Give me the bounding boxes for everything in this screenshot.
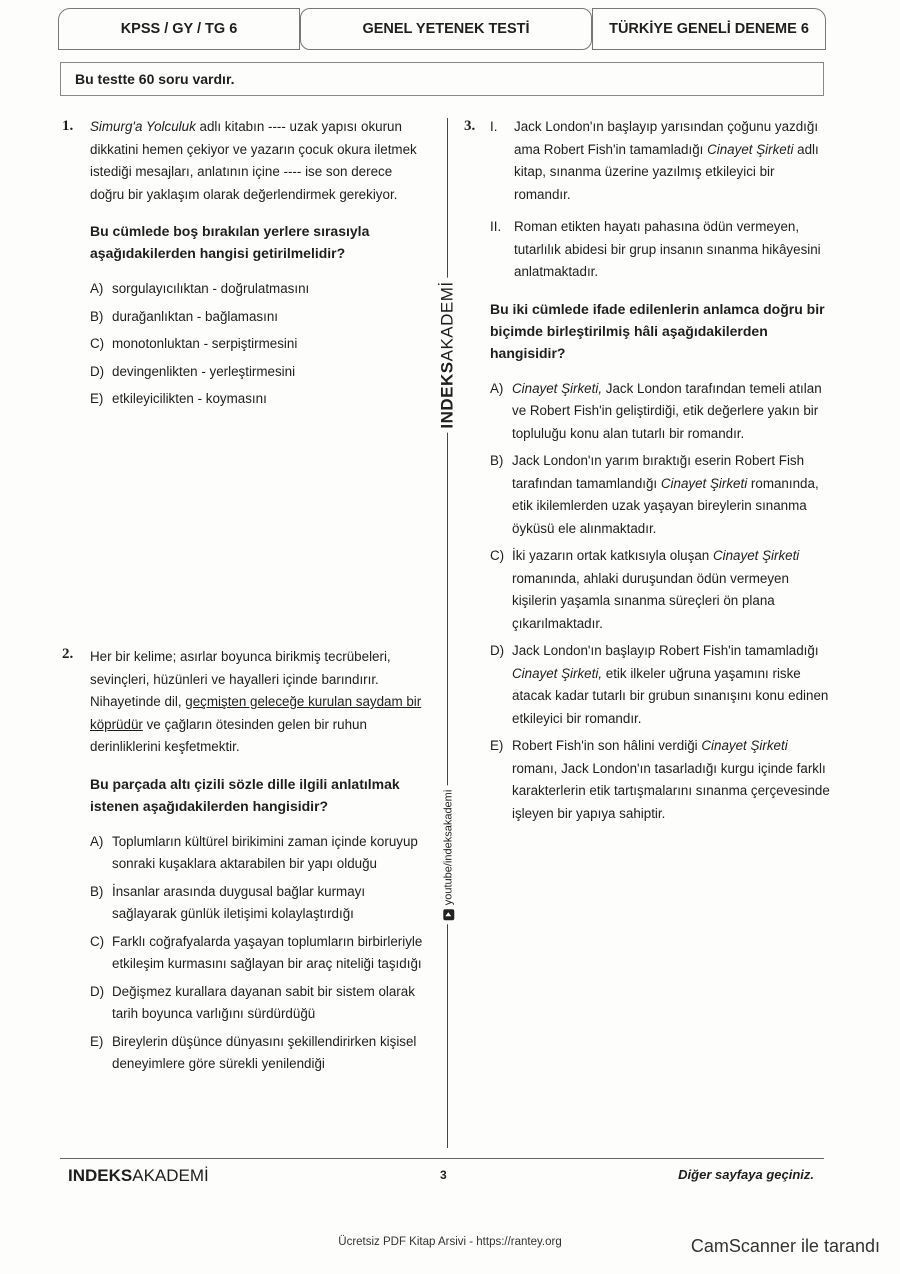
option-text: İnsanlar arasında duygusal bağlar kurmayı sağlayarak günlük iletişimi kolaylaştırdığı — [112, 883, 366, 921]
option-d[interactable] — [490, 640, 832, 730]
book-title: Cinayet Şirketi, — [512, 380, 603, 396]
test-name: GENEL YETENEK TESTİ — [300, 8, 592, 50]
option-letter: B) — [490, 453, 504, 468]
scanner-watermark: CamScanner ile tarandı — [690, 1236, 880, 1256]
option-letter: C) — [90, 933, 105, 949]
option-text: sorgulayıcılıktan - doğrulatmasını — [112, 281, 310, 296]
question-1-options — [90, 278, 430, 411]
statement-text: Roman etikten hayatı pahasına ödün vermeyen, tutarlılık abidesi bir grup insanın sınanma hikâyesini anlatmaktadır. — [514, 219, 821, 279]
page-number: 3 — [440, 1168, 447, 1182]
question-3-prompt: Bu iki cümlede ifade edilenlerin anlamca doğru bir biçimde birleştirilmiş hâli aşağıdakilerden hangisidir? — [490, 300, 825, 361]
option-text: romanı, Jack London'ın tasarladığı kurgu içinde farklı karakterlerin etik tartışmalarını sınanma çerçevesinde işleyen bir yapıya sahiptir. — [512, 760, 830, 821]
option-text: Jack London'ın başlayıp Robert Fish'in tamamladığı — [512, 643, 819, 658]
option-text: Jack London tarafından temeli atılan ve Robert Fish'in geliştirdiği, etik değerlere yakın bir topluluğu konu alan tutarlı bir romandır. — [512, 380, 822, 441]
option-d[interactable] — [90, 981, 430, 1026]
book-title: Cinayet Şirketi — [707, 141, 794, 157]
question-1-stem — [90, 116, 430, 206]
option-letter: B) — [90, 308, 104, 324]
option-letter: A) — [90, 281, 104, 296]
option-letter: E) — [90, 391, 104, 406]
option-c[interactable] — [490, 545, 832, 635]
option-d[interactable] — [90, 361, 430, 384]
option-c[interactable] — [90, 333, 430, 356]
option-letter: D) — [90, 983, 105, 999]
option-text: Toplumların kültürel birikimini zaman içinde koruyup sonraki kuşaklara aktarabilen bir yapı olduğu — [112, 833, 418, 871]
book-title: Cinayet Şirketi — [701, 738, 788, 753]
question-3-options — [490, 378, 832, 826]
option-b[interactable] — [90, 881, 430, 926]
question-2-number: 2. — [62, 646, 74, 662]
book-title: Cinayet Şirketi — [712, 548, 800, 563]
book-title: Simurg'a Yolculuk — [90, 119, 196, 134]
question-3 — [490, 116, 832, 830]
brand-bold: INDEKS — [68, 1166, 133, 1185]
option-text: Bireylerin düşünce dünyasını şekillendirirken kişisel deneyimlere göre sürekli yenilendiği — [112, 1033, 417, 1071]
statement-text: Jack London'ın başlayıp yarısından çoğunu yazdığı ama Robert Fish'in tamamladığı — [514, 119, 819, 157]
option-text: İki yazarın ortak katkısıyla oluşan — [512, 548, 713, 563]
option-letter: E) — [490, 738, 504, 753]
column-divider — [447, 118, 448, 1148]
question-1-number: 1. — [62, 118, 74, 134]
stem-text: Her bir kelime; asırlar boyunca birikmiş tecrübeleri, sevinçleri, hüzünleri ve hayalleri içinde barındırır. Nihayetinde dil, — [90, 649, 391, 709]
option-letter: A) — [90, 833, 104, 849]
option-b[interactable] — [490, 450, 832, 540]
option-e[interactable] — [90, 1031, 430, 1076]
option-text: etik ilkeler uğruna yaşamını riske atacak kadar tutarlı bir grubun sınanışını konu edinen etkileyici bir romandır. — [512, 665, 829, 726]
brand-light: AKADEMİ — [438, 281, 458, 362]
question-count-note: Bu testte 60 soru vardır. — [60, 62, 824, 96]
option-e[interactable] — [490, 735, 832, 825]
question-2 — [90, 646, 430, 1081]
option-letter: E) — [90, 1033, 104, 1049]
option-text: etkileyicilikten - koymasını — [112, 391, 267, 406]
statement-label: II. — [490, 219, 502, 234]
exam-series: TÜRKİYE GENELİ DENEME 6 — [592, 8, 826, 50]
option-a[interactable] — [90, 278, 430, 301]
option-text: monotonluktan - serpiştirmesini — [112, 336, 298, 351]
exam-code: KPSS / GY / TG 6 — [58, 8, 300, 50]
question-1 — [90, 116, 430, 416]
option-b[interactable] — [90, 306, 430, 329]
option-text: romanında, ahlaki duruşundan ödün vermeyen kişilerin yaşamla sınanma süreçleri ön plana çıkarılmaktadır. — [512, 570, 789, 631]
option-letter: D) — [490, 643, 505, 658]
option-text: durağanlıktan - bağlamasını — [112, 308, 278, 324]
statement-2 — [490, 216, 832, 284]
option-a[interactable] — [490, 378, 832, 446]
question-2-prompt: Bu parçada altı çizili sözle dille ilgili anlatılmak istenen aşağıdakilerden hangisidir? — [90, 775, 400, 814]
next-page-note: Diğer sayfaya geçiniz. — [678, 1167, 814, 1182]
option-text: Robert Fish'in son hâlini verdiği — [512, 738, 702, 753]
statement-label: I. — [490, 119, 498, 134]
statement-1 — [490, 116, 832, 206]
option-text: devingenlikten - yerleştirmesini — [112, 363, 296, 379]
vertical-youtube-label — [420, 770, 476, 940]
option-letter: D) — [90, 363, 105, 379]
footer-brand-logo — [68, 1166, 209, 1186]
exam-header — [58, 8, 826, 50]
brand-light: AKADEMİ — [132, 1166, 209, 1185]
brand-bold: INDEKS — [438, 361, 458, 429]
youtube-icon — [443, 909, 454, 920]
option-letter: C) — [90, 336, 105, 351]
option-letter: A) — [490, 380, 504, 396]
option-text: Değişmez kurallara dayanan sabit bir sistem olarak tarih boyunca varlığını sürdürdüğü — [112, 983, 415, 1021]
option-text: romanında, etik ikilemlerden uzak yaşayan bireylerin sınanma öyküsü ele alınmaktadır. — [512, 475, 819, 536]
book-title: Cinayet Şirketi, — [512, 665, 603, 681]
option-text: Jack London'ın yarım bıraktığı eserin Robert Fish tarafından tamamlandığı — [512, 453, 805, 491]
stem-text: ve çağların ötesinden gelen bir ruhun derinliklerini keşfetmektir. — [90, 716, 367, 754]
option-a[interactable] — [90, 831, 430, 876]
footer-rule — [60, 1158, 824, 1159]
question-1-prompt: Bu cümlede boş bırakılan yerlere sırasıyla aşağıdakilerden hangisi getirilmelidir? — [90, 223, 370, 261]
underlined-phrase: geçmişten geleceğe kurulan saydam bir köprüdür — [90, 694, 422, 732]
youtube-handle: youtube/indeksakademi — [442, 789, 455, 906]
option-text: Farklı coğrafyalarda yaşayan toplumların birbirleriyle etkileşim kurmasını sağlayan bir araç niteliği taşıdığı — [112, 933, 423, 971]
option-e[interactable] — [90, 388, 430, 411]
option-letter: C) — [490, 548, 505, 563]
question-2-stem — [90, 646, 430, 759]
source-watermark: Ücretsiz PDF Kitap Arsivi - https://rantey.org — [338, 1236, 562, 1248]
option-c[interactable] — [90, 931, 430, 976]
question-3-number: 3. — [464, 118, 476, 134]
vertical-brand-logo — [420, 280, 476, 430]
stem-text: adlı kitabın ---- uzak yapısı okurun dikkatini hemen çekiyor ve yazarın çocuk okura iletmek istediği mesajları, anlatının içine ---- ise son derece doğru bir yaklaşım olarak değerlendirmek gerekiyor. — [90, 119, 417, 202]
option-letter: B) — [90, 883, 104, 899]
book-title: Cinayet Şirketi — [660, 475, 748, 491]
question-2-options — [90, 831, 430, 1076]
statement-text: adlı kitap, sınanma üzerine yazılmış etkileyici bir romandır. — [514, 141, 819, 202]
